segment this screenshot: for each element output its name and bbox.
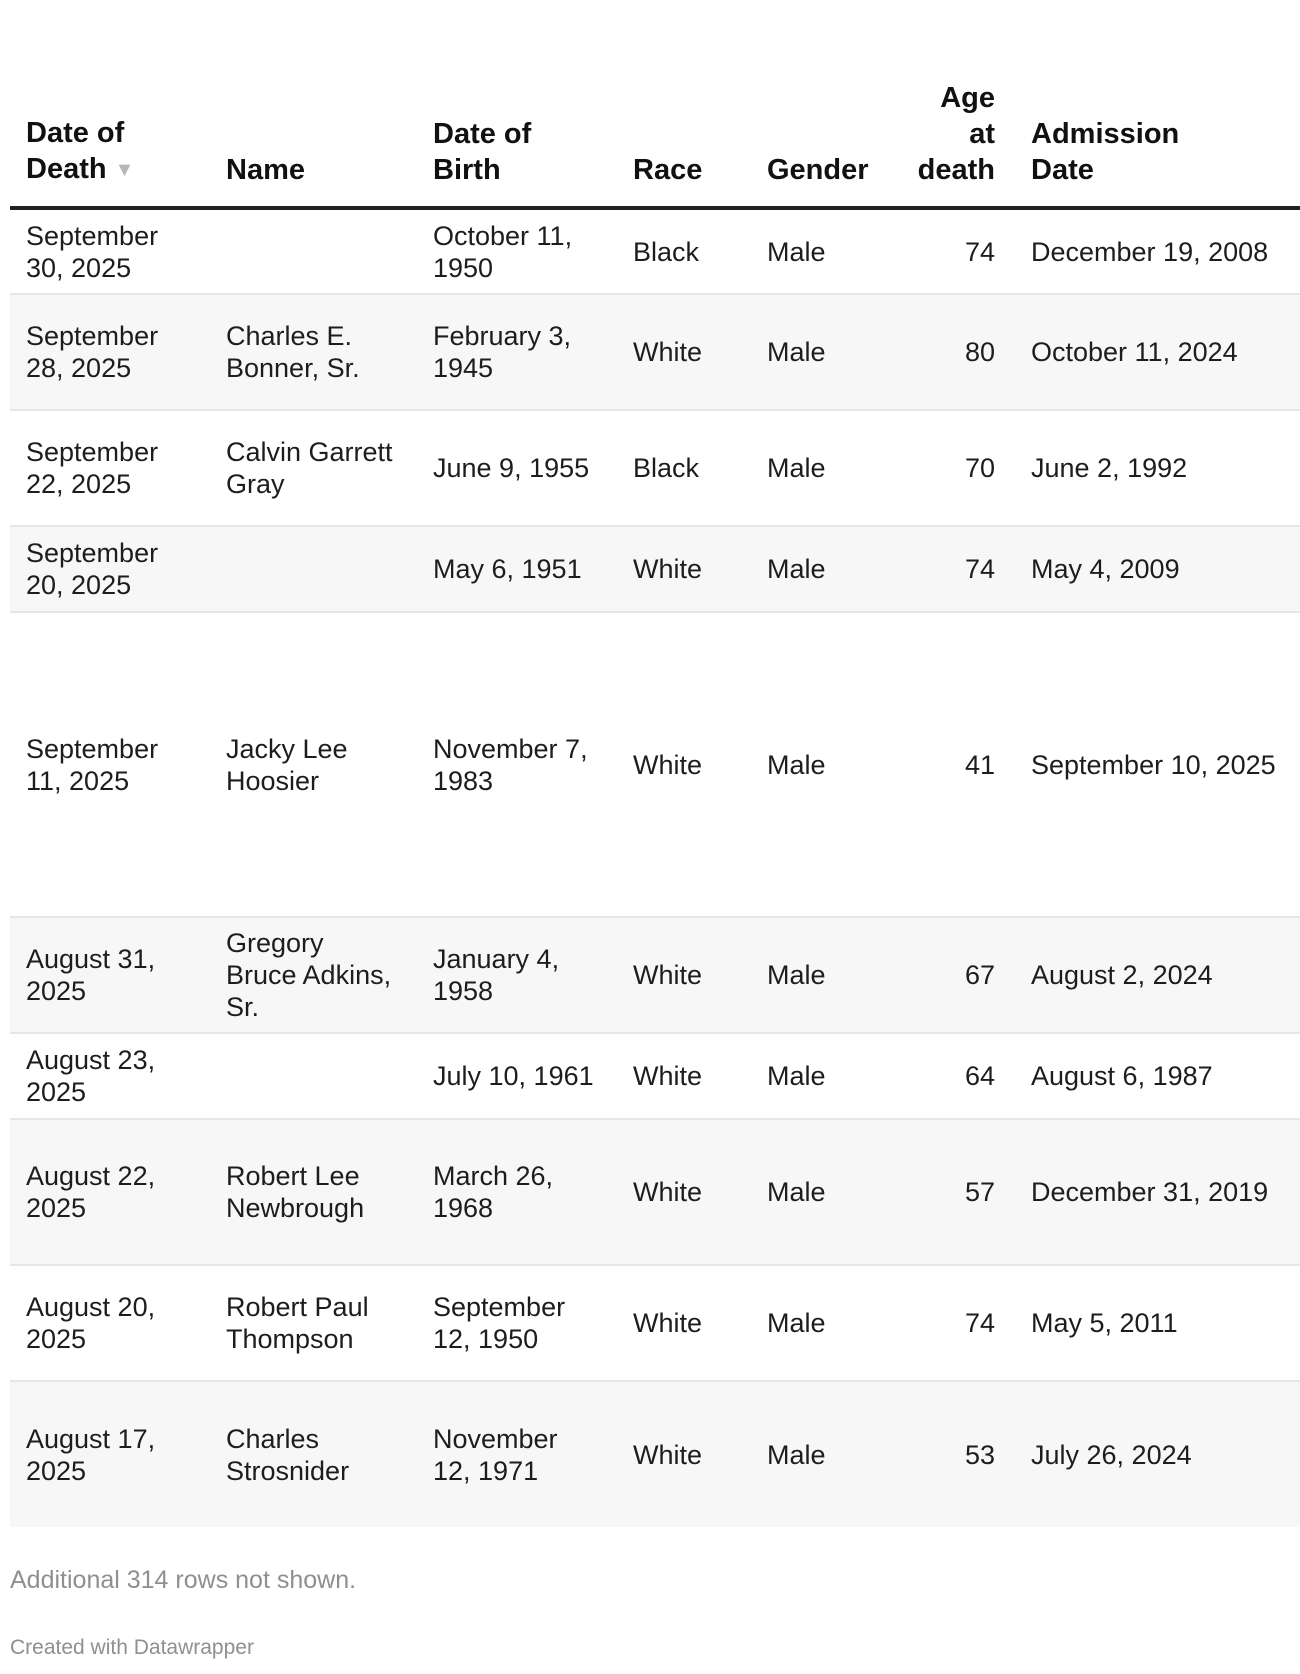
cell-admission-date: August 6, 1987 (1015, 1033, 1300, 1119)
table-header (10, 0, 1300, 208)
cell-date-of-birth: June 9, 1955 (417, 410, 617, 526)
cell-name: Robert Paul Thompson (210, 1265, 417, 1381)
cell-date-of-death: September 22, 2025 (10, 410, 210, 526)
cell-admission-date: September 10, 2025 (1015, 612, 1300, 917)
cell-gender: Male (751, 612, 895, 917)
table-row (10, 294, 1300, 410)
column-header-label: Date (1031, 154, 1094, 186)
column-header-label: Admission (1031, 118, 1180, 150)
column-header-label: Death ▼ (26, 153, 135, 185)
table-body (10, 208, 1300, 1527)
table-row (10, 612, 1300, 917)
header-row (10, 0, 1300, 208)
cell-gender: Male (751, 1119, 895, 1265)
cell-name: Robert Lee Newbrough (210, 1119, 417, 1265)
sort-descending-icon: ▼ (114, 159, 135, 181)
cell-date-of-birth: January 4, 1958 (417, 917, 617, 1033)
cell-age-at-death: 70 (895, 410, 1015, 526)
cell-race: White (617, 526, 751, 612)
cell-name: Calvin Garrett Gray (210, 410, 417, 526)
cell-race: White (617, 1033, 751, 1119)
cell-age-at-death: 80 (895, 294, 1015, 410)
cell-name: Jacky Lee Hoosier (210, 612, 417, 917)
cell-age-at-death: 57 (895, 1119, 1015, 1265)
column-header-label: Birth (433, 154, 501, 186)
column-header-label: Race (633, 154, 703, 186)
column-header-label: death (917, 154, 995, 186)
cell-date-of-death: August 17, 2025 (10, 1381, 210, 1527)
cell-gender: Male (751, 410, 895, 526)
cell-race: White (617, 1119, 751, 1265)
cell-age-at-death: 74 (895, 208, 1015, 294)
table-row (10, 917, 1300, 1033)
cell-admission-date: August 2, 2024 (1015, 917, 1300, 1033)
column-header-label: at (969, 118, 995, 150)
table-notes: Additional 314 rows not shown. (10, 1566, 357, 1594)
cell-age-at-death: 41 (895, 612, 1015, 917)
column-header-date-of-birth[interactable] (417, 0, 617, 208)
column-header-race[interactable] (617, 0, 751, 208)
cell-gender: Male (751, 1265, 895, 1381)
column-header-admission-date[interactable] (1015, 0, 1300, 208)
table-row (10, 410, 1300, 526)
table-container (10, 0, 1276, 1560)
table-row (10, 526, 1300, 612)
column-header-label: Date of (433, 118, 532, 150)
column-header-gender[interactable] (751, 0, 895, 208)
cell-admission-date: May 4, 2009 (1015, 526, 1300, 612)
cell-admission-date: July 26, 2024 (1015, 1381, 1300, 1527)
cell-age-at-death: 64 (895, 1033, 1015, 1119)
cell-age-at-death: 74 (895, 1265, 1015, 1381)
cell-date-of-birth: October 11, 1950 (417, 208, 617, 294)
cell-name (210, 526, 417, 612)
cell-date-of-birth: May 6, 1951 (417, 526, 617, 612)
table-row (10, 1119, 1300, 1265)
cell-name (210, 1033, 417, 1119)
cell-race: Black (617, 208, 751, 294)
cell-gender: Male (751, 526, 895, 612)
cell-date-of-death: August 31, 2025 (10, 917, 210, 1033)
cell-gender: Male (751, 917, 895, 1033)
cell-gender: Male (751, 1033, 895, 1119)
cell-admission-date: December 19, 2008 (1015, 208, 1300, 294)
cell-age-at-death: 74 (895, 526, 1015, 612)
column-header-label: Gender (767, 154, 869, 186)
cell-date-of-birth: November 12, 1971 (417, 1381, 617, 1527)
table-row (10, 1033, 1300, 1119)
cell-date-of-death: August 22, 2025 (10, 1119, 210, 1265)
column-header-label: Date of (26, 117, 125, 149)
cell-admission-date: October 11, 2024 (1015, 294, 1300, 410)
cell-race: White (617, 1265, 751, 1381)
cell-race: White (617, 294, 751, 410)
cell-name: Charles Strosnider (210, 1381, 417, 1527)
data-table (10, 0, 1300, 1527)
cell-date-of-death: September 20, 2025 (10, 526, 210, 612)
cell-date-of-birth: February 3, 1945 (417, 294, 617, 410)
cell-admission-date: May 5, 2011 (1015, 1265, 1300, 1381)
cell-date-of-birth: September 12, 1950 (417, 1265, 617, 1381)
column-header-name[interactable] (210, 0, 417, 208)
cell-gender: Male (751, 208, 895, 294)
cell-race: White (617, 917, 751, 1033)
table-row (10, 208, 1300, 294)
cell-age-at-death: 53 (895, 1381, 1015, 1527)
cell-date-of-death: August 23, 2025 (10, 1033, 210, 1119)
cell-name: Gregory Bruce Adkins, Sr. (210, 917, 417, 1033)
cell-race: White (617, 1381, 751, 1527)
column-header-age-at-death[interactable] (895, 0, 1015, 208)
cell-gender: Male (751, 1381, 895, 1527)
credit-line: Created with Datawrapper (10, 1636, 254, 1659)
column-header-label: Name (226, 154, 305, 186)
cell-admission-date: June 2, 1992 (1015, 410, 1300, 526)
cell-race: White (617, 612, 751, 917)
cell-date-of-birth: March 26, 1968 (417, 1119, 617, 1265)
cell-age-at-death: 67 (895, 917, 1015, 1033)
cell-date-of-death: September 11, 2025 (10, 612, 210, 917)
table-row (10, 1265, 1300, 1381)
cell-date-of-death: August 20, 2025 (10, 1265, 210, 1381)
cell-name: Charles E. Bonner, Sr. (210, 294, 417, 410)
cell-admission-date: December 31, 2019 (1015, 1119, 1300, 1265)
cell-gender: Male (751, 294, 895, 410)
column-header-date-of-death[interactable] (10, 0, 210, 208)
cell-date-of-death: September 30, 2025 (10, 208, 210, 294)
cell-date-of-birth: July 10, 1961 (417, 1033, 617, 1119)
cell-name (210, 208, 417, 294)
cell-race: Black (617, 410, 751, 526)
table-row (10, 1381, 1300, 1527)
cell-date-of-birth: November 7, 1983 (417, 612, 617, 917)
cell-date-of-death: September 28, 2025 (10, 294, 210, 410)
column-header-label: Age (940, 82, 995, 114)
